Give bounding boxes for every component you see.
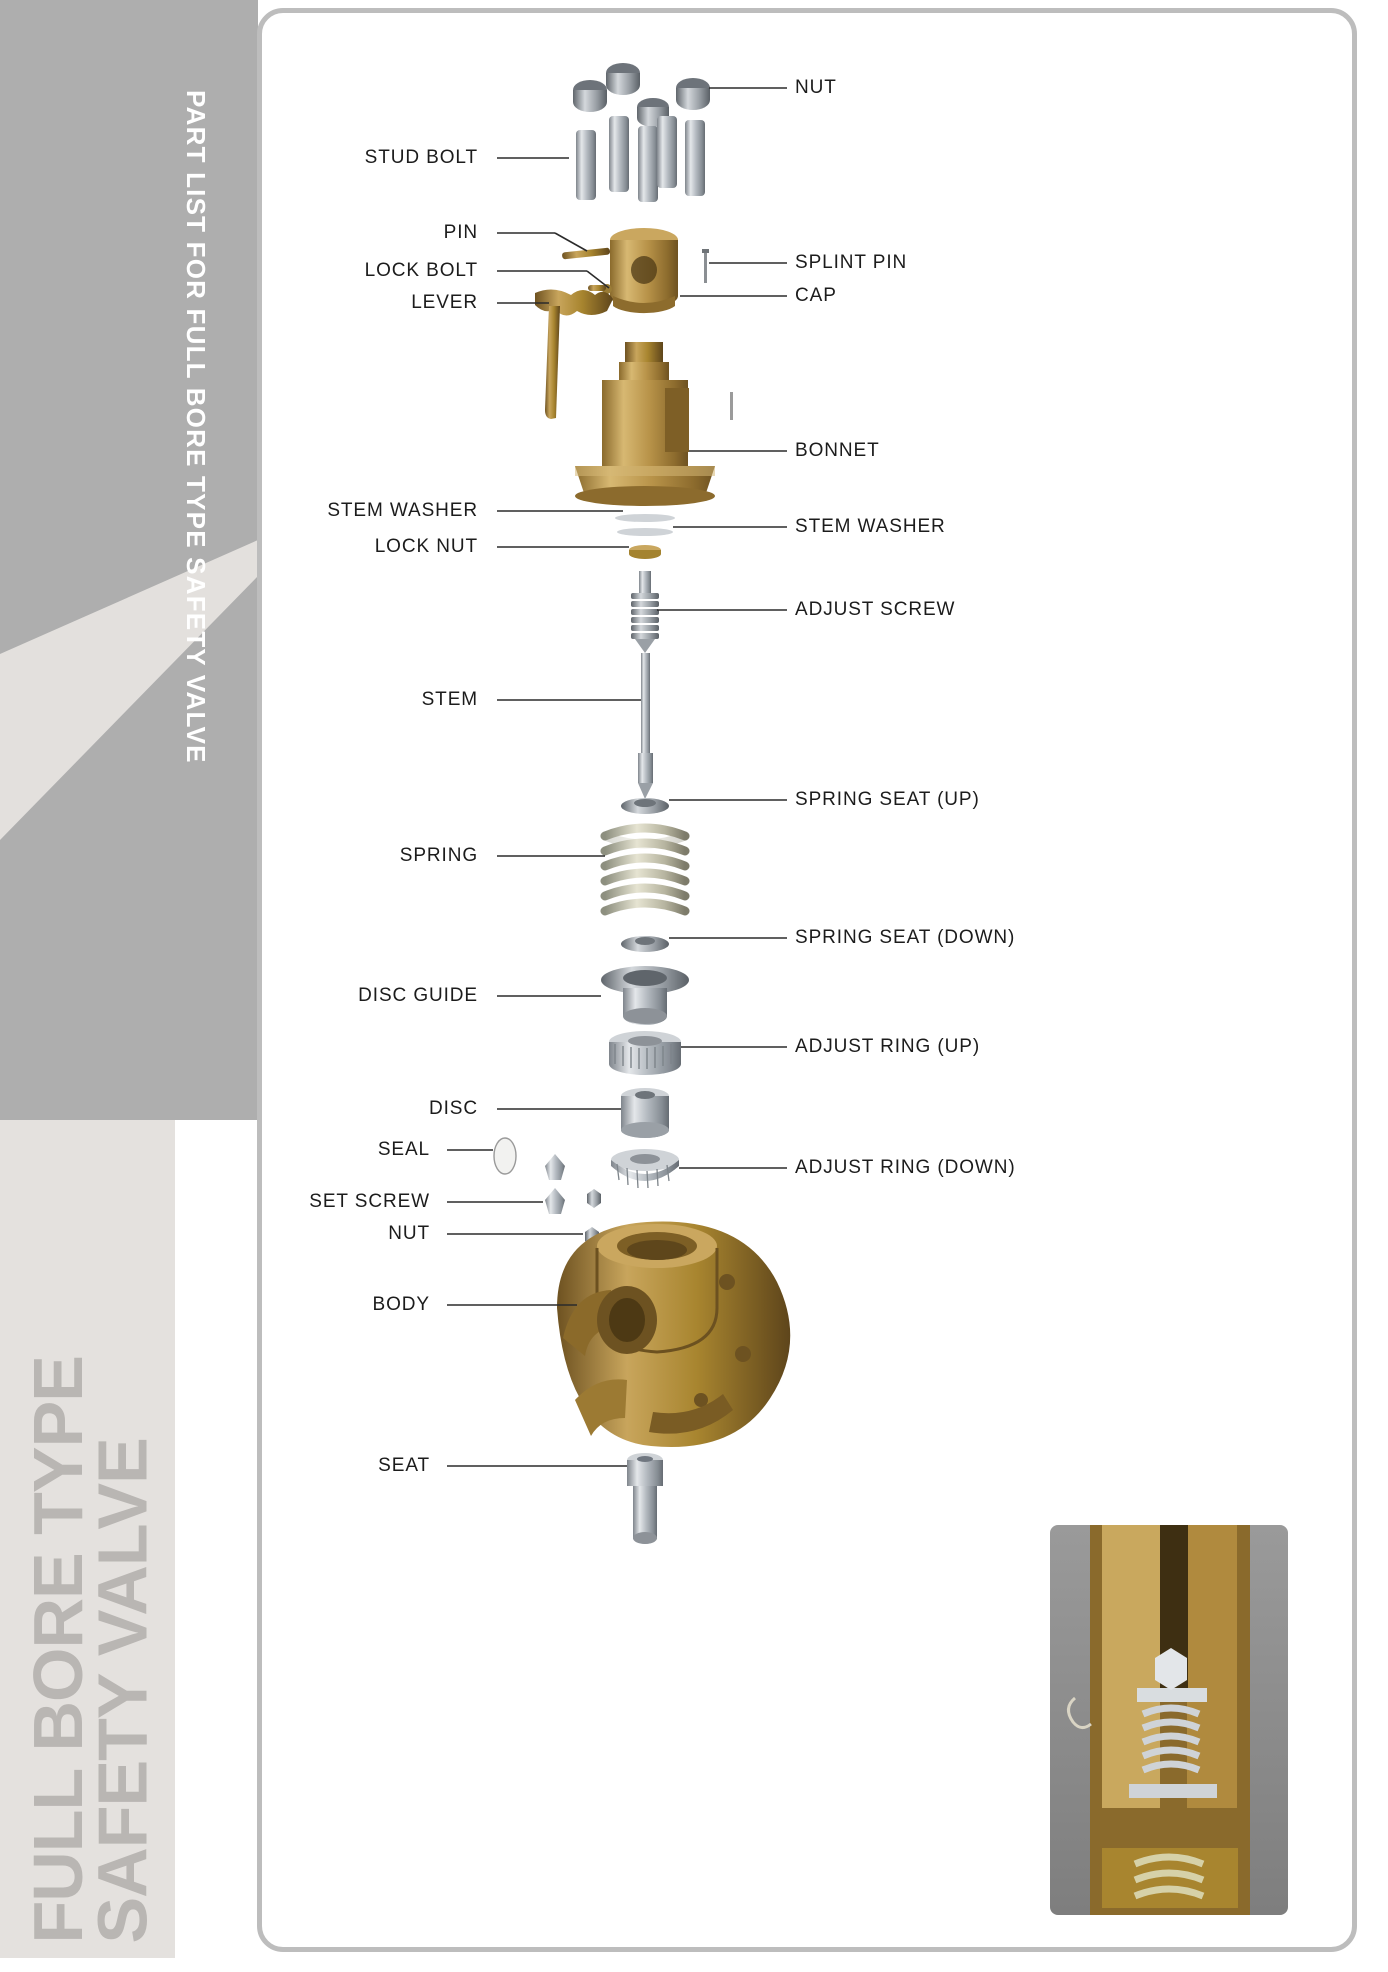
art-nuts-top: [573, 63, 710, 127]
label-stud-bolt: STUD BOLT: [364, 147, 478, 168]
side-title: PART LIST FOR FULL BORE TYPE SAFETY VALVE: [181, 90, 212, 764]
label-nut-lower: NUT: [388, 1223, 430, 1244]
art-seal: [494, 1138, 516, 1174]
art-stem-washers: [615, 514, 675, 536]
art-pin: [562, 248, 610, 260]
label-seal: SEAL: [377, 1139, 430, 1160]
label-stem-washer-right: STEM WASHER: [795, 516, 946, 537]
art-cap: [610, 228, 678, 313]
label-pin: PIN: [443, 222, 478, 243]
art-body: [557, 1222, 790, 1448]
art-spring: [605, 828, 685, 911]
label-set-screw: SET SCREW: [309, 1191, 430, 1212]
art-lever: [535, 289, 613, 419]
page-title: [19, 1356, 186, 1944]
page-title-line2: SAFETY VALVE: [83, 1438, 162, 1944]
label-spring-seat-up: SPRING SEAT (UP): [795, 789, 980, 810]
label-lever: LEVER: [411, 292, 478, 313]
art-spring-seat-up: [621, 798, 669, 814]
label-seat: SEAT: [378, 1455, 430, 1476]
label-lock-nut: LOCK NUT: [374, 536, 478, 557]
label-disc-guide: DISC GUIDE: [358, 985, 478, 1006]
art-seat: [627, 1453, 663, 1544]
art-splint-pin: [702, 249, 709, 283]
art-bonnet: [575, 342, 733, 506]
label-bonnet: BONNET: [795, 440, 880, 461]
label-splint-pin: SPLINT PIN: [795, 252, 908, 273]
art-adjust-screw: [631, 571, 659, 653]
art-disc: [621, 1088, 669, 1138]
label-nut-top: NUT: [795, 77, 837, 98]
page-title-line1: FULL BORE TYPE: [19, 1356, 97, 1944]
label-adjust-ring-up: ADJUST RING (UP): [795, 1036, 981, 1057]
art-stem: [638, 653, 653, 799]
label-spring: SPRING: [399, 845, 478, 866]
label-body: BODY: [372, 1294, 430, 1315]
art-set-screws: [545, 1154, 565, 1214]
label-disc: DISC: [429, 1098, 478, 1119]
art-adjust-ring-up: [609, 1031, 681, 1075]
label-stem: STEM: [421, 689, 478, 710]
label-cap: CAP: [795, 285, 837, 306]
art-adjust-ring-down: [611, 1149, 679, 1188]
art-lock-nut: [629, 545, 661, 559]
art-photo-inset: [1050, 1525, 1288, 1915]
label-lock-bolt: LOCK BOLT: [364, 260, 478, 281]
label-spring-seat-down: SPRING SEAT (DOWN): [795, 927, 1016, 948]
art-disc-guide: [601, 966, 689, 1025]
art-spring-seat-down: [621, 936, 669, 952]
label-adjust-screw: ADJUST SCREW: [795, 599, 956, 620]
bottom-strip: [0, 1958, 1388, 1972]
label-adjust-ring-down: ADJUST RING (DOWN): [795, 1157, 1016, 1178]
art-stud-bolts: [576, 116, 705, 202]
label-stem-washer: STEM WASHER: [327, 500, 478, 521]
